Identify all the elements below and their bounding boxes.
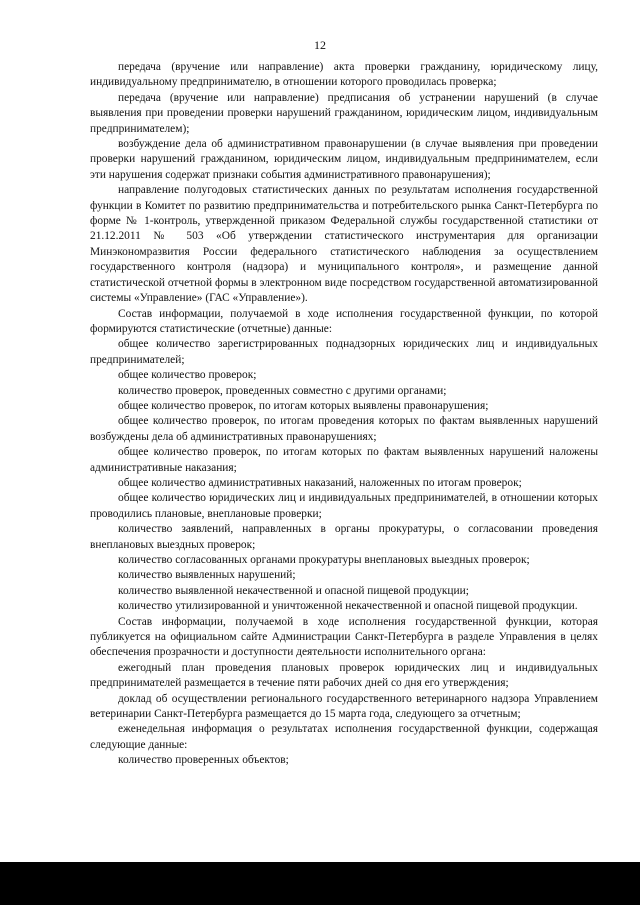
paragraph: общее количество административных наказаний, наложенных по итогам проверок; xyxy=(118,476,522,489)
paragraph: передача (вручение или направление) предписания об устранении нарушений (в случае выявления при проведении проверки нарушений гражданином, юридическим лицом, индивидуальным предпринимателем); xyxy=(90,91,598,135)
paragraph: количество проверок, проведенных совместно с другими органами; xyxy=(118,384,447,397)
paragraph: общее количество юридических лиц и индивидуальных предпринимателей, в отношении которых проводились плановые, внеплановые проверки; xyxy=(90,492,598,520)
page-number: 12 xyxy=(314,38,326,52)
paragraph: доклад об осуществлении регионального государственного ветеринарного надзора Управлением ветеринарии Санкт-Петербурга размещается до 15 марта года, следующего за отчетным; xyxy=(90,692,598,721)
paragraph: Состав информации, получаемой в ходе исполнения государственной функции, по которой формируются статистические (отчетные) данные: xyxy=(90,307,598,335)
paragraph: направление полугодовых статистических данных по результатам исполнения государственной функции в Комитет по развитию предпринимательства и потребительского рынка Санкт-Петербурга по форме № 1-контроль, утвержденной приказом Федеральной службы государственной статистики от 21.12.2011 № 503 «Об утверждении статистического инструментария для организации Минэкономразвития России федерального статистического наблюдения за осуществлением государственного контроля (надзора) и муниципального контроля», и размещение данной статистической отчетной формы в электронном виде посредством государственной автоматизированной системы «Управление» (ГАС «Управление»). xyxy=(90,184,598,305)
paragraph: количество согласованных органами прокуратуры внеплановых выездных проверок; xyxy=(118,554,530,566)
paragraph: общее количество зарегистрированных поднадзорных юридических лиц и индивидуальных предпринимателей; xyxy=(90,338,598,366)
scan-bottom-band xyxy=(0,862,640,905)
document-body xyxy=(90,60,598,769)
paragraph: Состав информации, получаемой в ходе исполнения государственной функции, которая публикуется на официальном сайте Администрации Санкт-Петербурга в разделе Управления в целях обеспечения прозрачности и доступности деятельности исполнительного органа: xyxy=(90,615,598,659)
paragraph: количество проверенных объектов; xyxy=(118,754,289,767)
paragraph: общее количество проверок, по итогам которых по фактам выявленных нарушений наложены административные наказания; xyxy=(90,446,598,474)
paragraph: количество утилизированной и уничтоженной некачественной и опасной пищевой продукции. xyxy=(118,600,578,613)
paragraph: количество выявленной некачественной и опасной пищевой продукции; xyxy=(118,584,469,597)
paragraph: общее количество проверок, по итогам которых выявлены правонарушения; xyxy=(118,399,489,412)
paragraph: ежегодный план проведения плановых проверок юридических лиц и индивидуальных предпринимателей размещается в течение пяти рабочих дней со дня его утверждения; xyxy=(90,661,598,690)
paragraph: общее количество проверок, по итогам проведения которых по фактам выявленных нарушений возбуждены дела об административных правонарушениях; xyxy=(90,415,598,443)
paragraph: количество выявленных нарушений; xyxy=(118,569,296,582)
paragraph: передача (вручение или направление) акта проверки гражданину, юридическому лицу, индивидуальному предпринимателю, в отношении которого проводилась проверка; xyxy=(90,61,598,89)
paragraph: возбуждение дела об административном правонарушении (в случае выявления при проведении проверки нарушений гражданином, юридическим лицом, индивидуальным предпринимателем, если эти нарушения содержат признаки события административного правонарушения); xyxy=(90,138,598,181)
paragraph: еженедельная информация о результатах исполнения государственной функции, содержащая следующие данные: xyxy=(90,723,598,751)
paragraph: общее количество проверок; xyxy=(118,369,257,382)
paragraph: количество заявлений, направленных в органы прокуратуры, о согласовании проведения внеплановых выездных проверок; xyxy=(90,523,598,551)
